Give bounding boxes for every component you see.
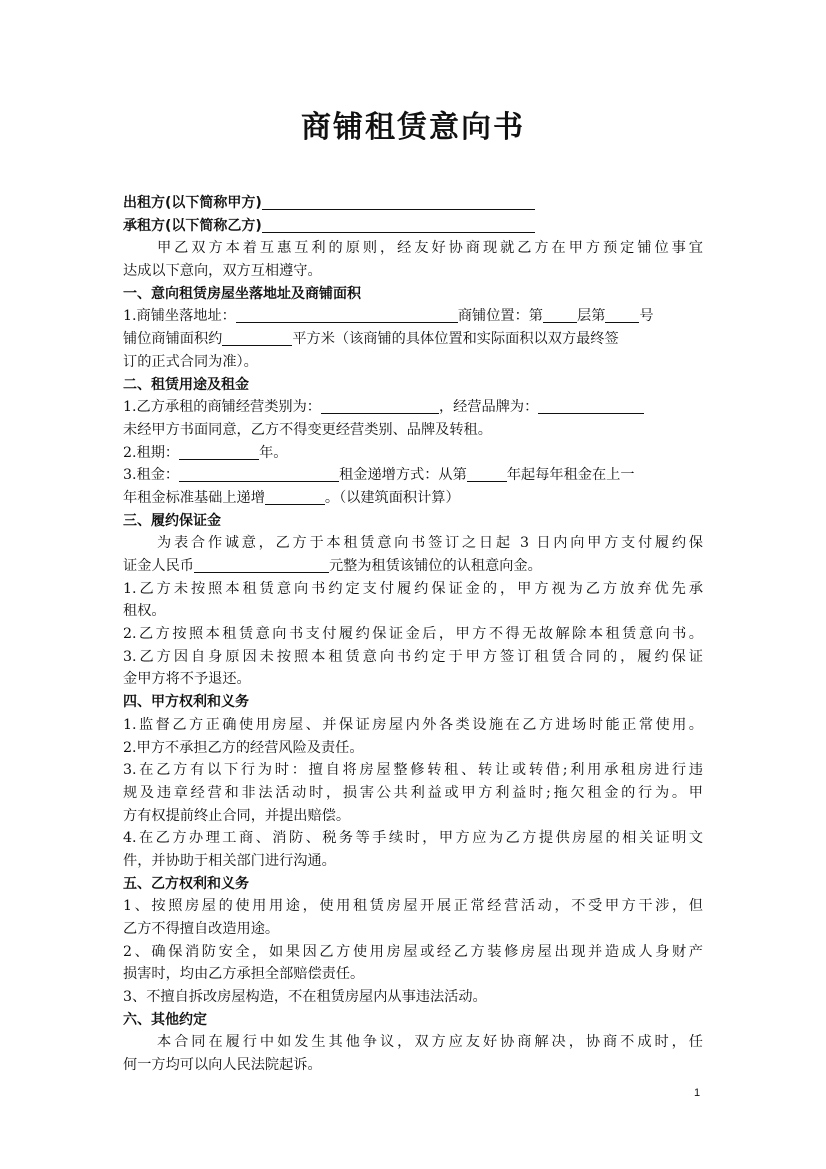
blank-field[interactable] [467, 465, 507, 482]
document-body [123, 192, 703, 1077]
blank-field[interactable] [262, 216, 535, 233]
paragraph-line: 1.乙方未按照本租赁意向书约定支付履约保证金的，甲方视为乙方放弃优先承 [123, 580, 703, 597]
party-b-line: 承租方(以下简称乙方) [123, 215, 703, 238]
blank-field[interactable] [194, 556, 329, 573]
paragraph-line: 2.乙方按照本租赁意向书支付履约保证金后，甲方不得无故解除本租赁意向书。 [123, 626, 703, 643]
paragraph-line: 未经甲方书面同意，乙方不得变更经营类别、品牌及转租。 [123, 421, 492, 438]
paragraph-line: 为表合作诚意，乙方于本租赁意向书签订之日起 3 日内向甲方支付履约保 [157, 535, 703, 552]
page-number: 1 [694, 1087, 701, 1099]
paragraph-line: 1.乙方承租的商铺经营类别为： ，经营品牌为： [123, 396, 703, 419]
paragraph-line: 租权。 [123, 603, 166, 620]
paragraph-line: 4.在乙方办理工商、消防、税务等手续时，甲方应为乙方提供房屋的相关证明文 [123, 830, 703, 847]
paragraph-line: 订的正式合同为准）。 [123, 353, 258, 370]
paragraph-line: 本合同在履行中如发生其他争议，双方应友好协商解决，协商不成时，任 [157, 1034, 703, 1051]
paragraph-line: 2、确保消防安全，如果因乙方使用房屋或经乙方装修房屋出现并造成人身财产 [123, 943, 703, 960]
paragraph-line: 1.商铺坐落地址： 商铺位置：第 层第 号 [123, 308, 654, 325]
paragraph-line: 3.在乙方有以下行为时：擅自将房屋整修转租、转让或转借;利用承租房进行违 [123, 762, 703, 779]
section-heading: 六、其他约定 [123, 1011, 207, 1028]
paragraph-line: 金甲方将不予退还。 [123, 671, 251, 688]
blank-field[interactable] [605, 306, 639, 323]
paragraph-line: 件，并协助于相关部门进行沟通。 [123, 852, 336, 869]
blank-field[interactable] [179, 443, 259, 460]
section-heading: 四、甲方权利和义务 [123, 694, 249, 711]
paragraph-line: 2.甲方不承担乙方的经营风险及责任。 [123, 739, 364, 756]
paragraph-line: 何一方均可以向人民法院起诉。 [123, 1057, 322, 1074]
paragraph-line: 3.乙方因自身原因未按照本租赁意向书约定于甲方签订租赁合同的，履约保证 [123, 648, 703, 665]
paragraph-line: 方有权提前终止合同，并提出赔偿。 [123, 807, 351, 824]
paragraph-line: 年租金标准基础上递增 。（以建筑面积计算） [123, 489, 460, 506]
paragraph-line: 1.监督乙方正确使用房屋、并保证房屋内外各类设施在乙方进场时能正常使用。 [123, 716, 703, 733]
party-a-line: 出租方(以下简称甲方) [123, 192, 703, 215]
paragraph-line: 乙方不得擅自改造用途。 [123, 921, 280, 937]
paragraph-line: 2.租期： 年。 [123, 444, 288, 461]
blank-field[interactable] [236, 306, 458, 323]
paragraph-line: 证金人民币 元整为租赁该铺位的认租意向金。 [123, 558, 542, 574]
paragraph-line: 甲乙双方本着互惠互利的原则，经友好协商现就乙方在甲方预定铺位事宜 [157, 240, 703, 257]
section-heading: 三、履约保证金 [123, 512, 221, 529]
section-heading: 二、租赁用途及租金 [123, 376, 249, 393]
blank-field[interactable] [222, 329, 292, 346]
paragraph-line: 损害时，均由乙方承担全部赔偿责任。 [123, 966, 365, 983]
document-title: 商铺租赁意向书 [301, 110, 525, 145]
paragraph-line: 1、按照房屋的使用用途，使用租赁房屋开展正常经营活动，不受甲方干涉，但 [123, 898, 703, 915]
paragraph-line: 达成以下意向，双方互相遵守。 [123, 263, 322, 280]
blank-field[interactable] [538, 397, 644, 414]
section-heading: 五、乙方权利和义务 [123, 875, 249, 892]
section-heading: 一、意向租赁房屋坐落地址及商铺面积 [123, 285, 361, 302]
blank-field[interactable] [262, 193, 535, 210]
blank-field[interactable] [179, 465, 339, 482]
blank-field[interactable] [543, 306, 577, 323]
paragraph-line: 规及违章经营和非法活动时，损害公共利益或甲方利益时;拖欠租金的行为。甲 [123, 784, 703, 801]
paragraph-line: 铺位商铺面积约 平方米（该商铺的具体位置和实际面积以双方最终签 [123, 331, 619, 348]
paragraph-line: 3.租金： 租金递增方式：从第 年起每年租金在上一 [123, 467, 635, 484]
blank-field[interactable] [265, 488, 325, 505]
blank-field[interactable] [321, 397, 439, 414]
paragraph-line: 3、不擅自拆改房屋构造，不在租赁房屋内从事违法活动。 [123, 989, 487, 1006]
